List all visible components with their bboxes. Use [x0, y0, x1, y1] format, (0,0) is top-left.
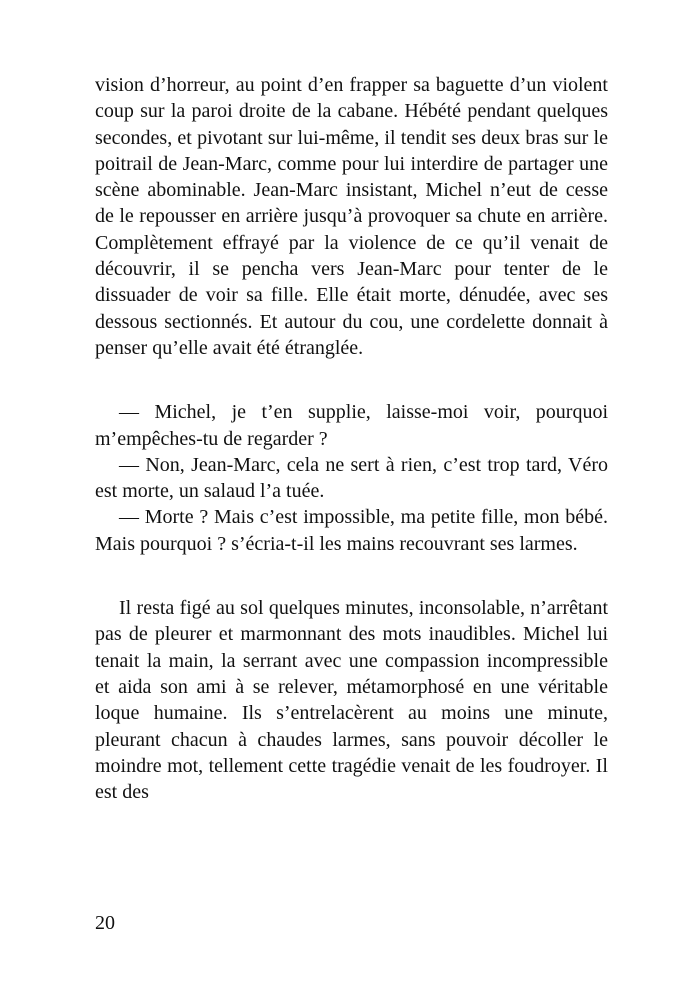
dialogue-line-morte: — Morte ? Mais c’est impossible, ma petite fille, mon bébé. Mais pourquoi ? s’écria-t-il les mains recouvrant ses larmes.	[95, 506, 608, 555]
page-number: 20	[95, 912, 115, 934]
dialogue-line-michel-plea: — Michel, je t’en supplie, laisse-moi voir, pourquoi m’empêches-tu de regarder ?	[95, 401, 608, 450]
paragraph-spacer	[95, 557, 608, 595]
page-body	[95, 72, 608, 805]
paragraph-narrative-opening: vision d’horreur, au point d’en frapper sa baguette d’un violent coup sur la paroi droite de la cabane. Hébété pendant quelques secondes, et pivotant sur lui-même, il tendit ses deux bras sur le poitrail de Jean-Marc, comme pour lui interdire de partager une scène abominable. Jean-Marc insistant, Michel n’eut de cesse de le repousser en arrière jusqu’à provoquer sa chute en arrière. Complètement effrayé par la violence de ce qu’il venait de découvrir, il se pencha vers Jean-Marc pour tenter de le dissuader de voir sa fille. Elle était morte, dénudée, avec ses dessous sectionnés. Et autour du cou, une cordelette donnait à penser qu’elle avait été étranglée.	[95, 74, 608, 359]
dialogue-line-non-jean-marc: — Non, Jean-Marc, cela ne sert à rien, c’est trop tard, Véro est morte, un salaud l’a tuée.	[95, 453, 608, 503]
paragraph-spacer	[95, 361, 608, 399]
paragraph-narrative-closing: Il resta figé au sol quelques minutes, inconsolable, n’arrêtant pas de pleurer et marmonnant des mots inaudibles. Michel lui tenait la main, la serrant avec une compassion incompressible et aida son ami à se relever, métamorphosé en une véritable loque humaine. Ils s’entrelacèrent au moins une minute, pleurant chacun à chaudes larmes, sans pouvoir décoller le moindre mot, tellement cette tragédie venait de les foudroyer. Il est des	[95, 597, 608, 804]
